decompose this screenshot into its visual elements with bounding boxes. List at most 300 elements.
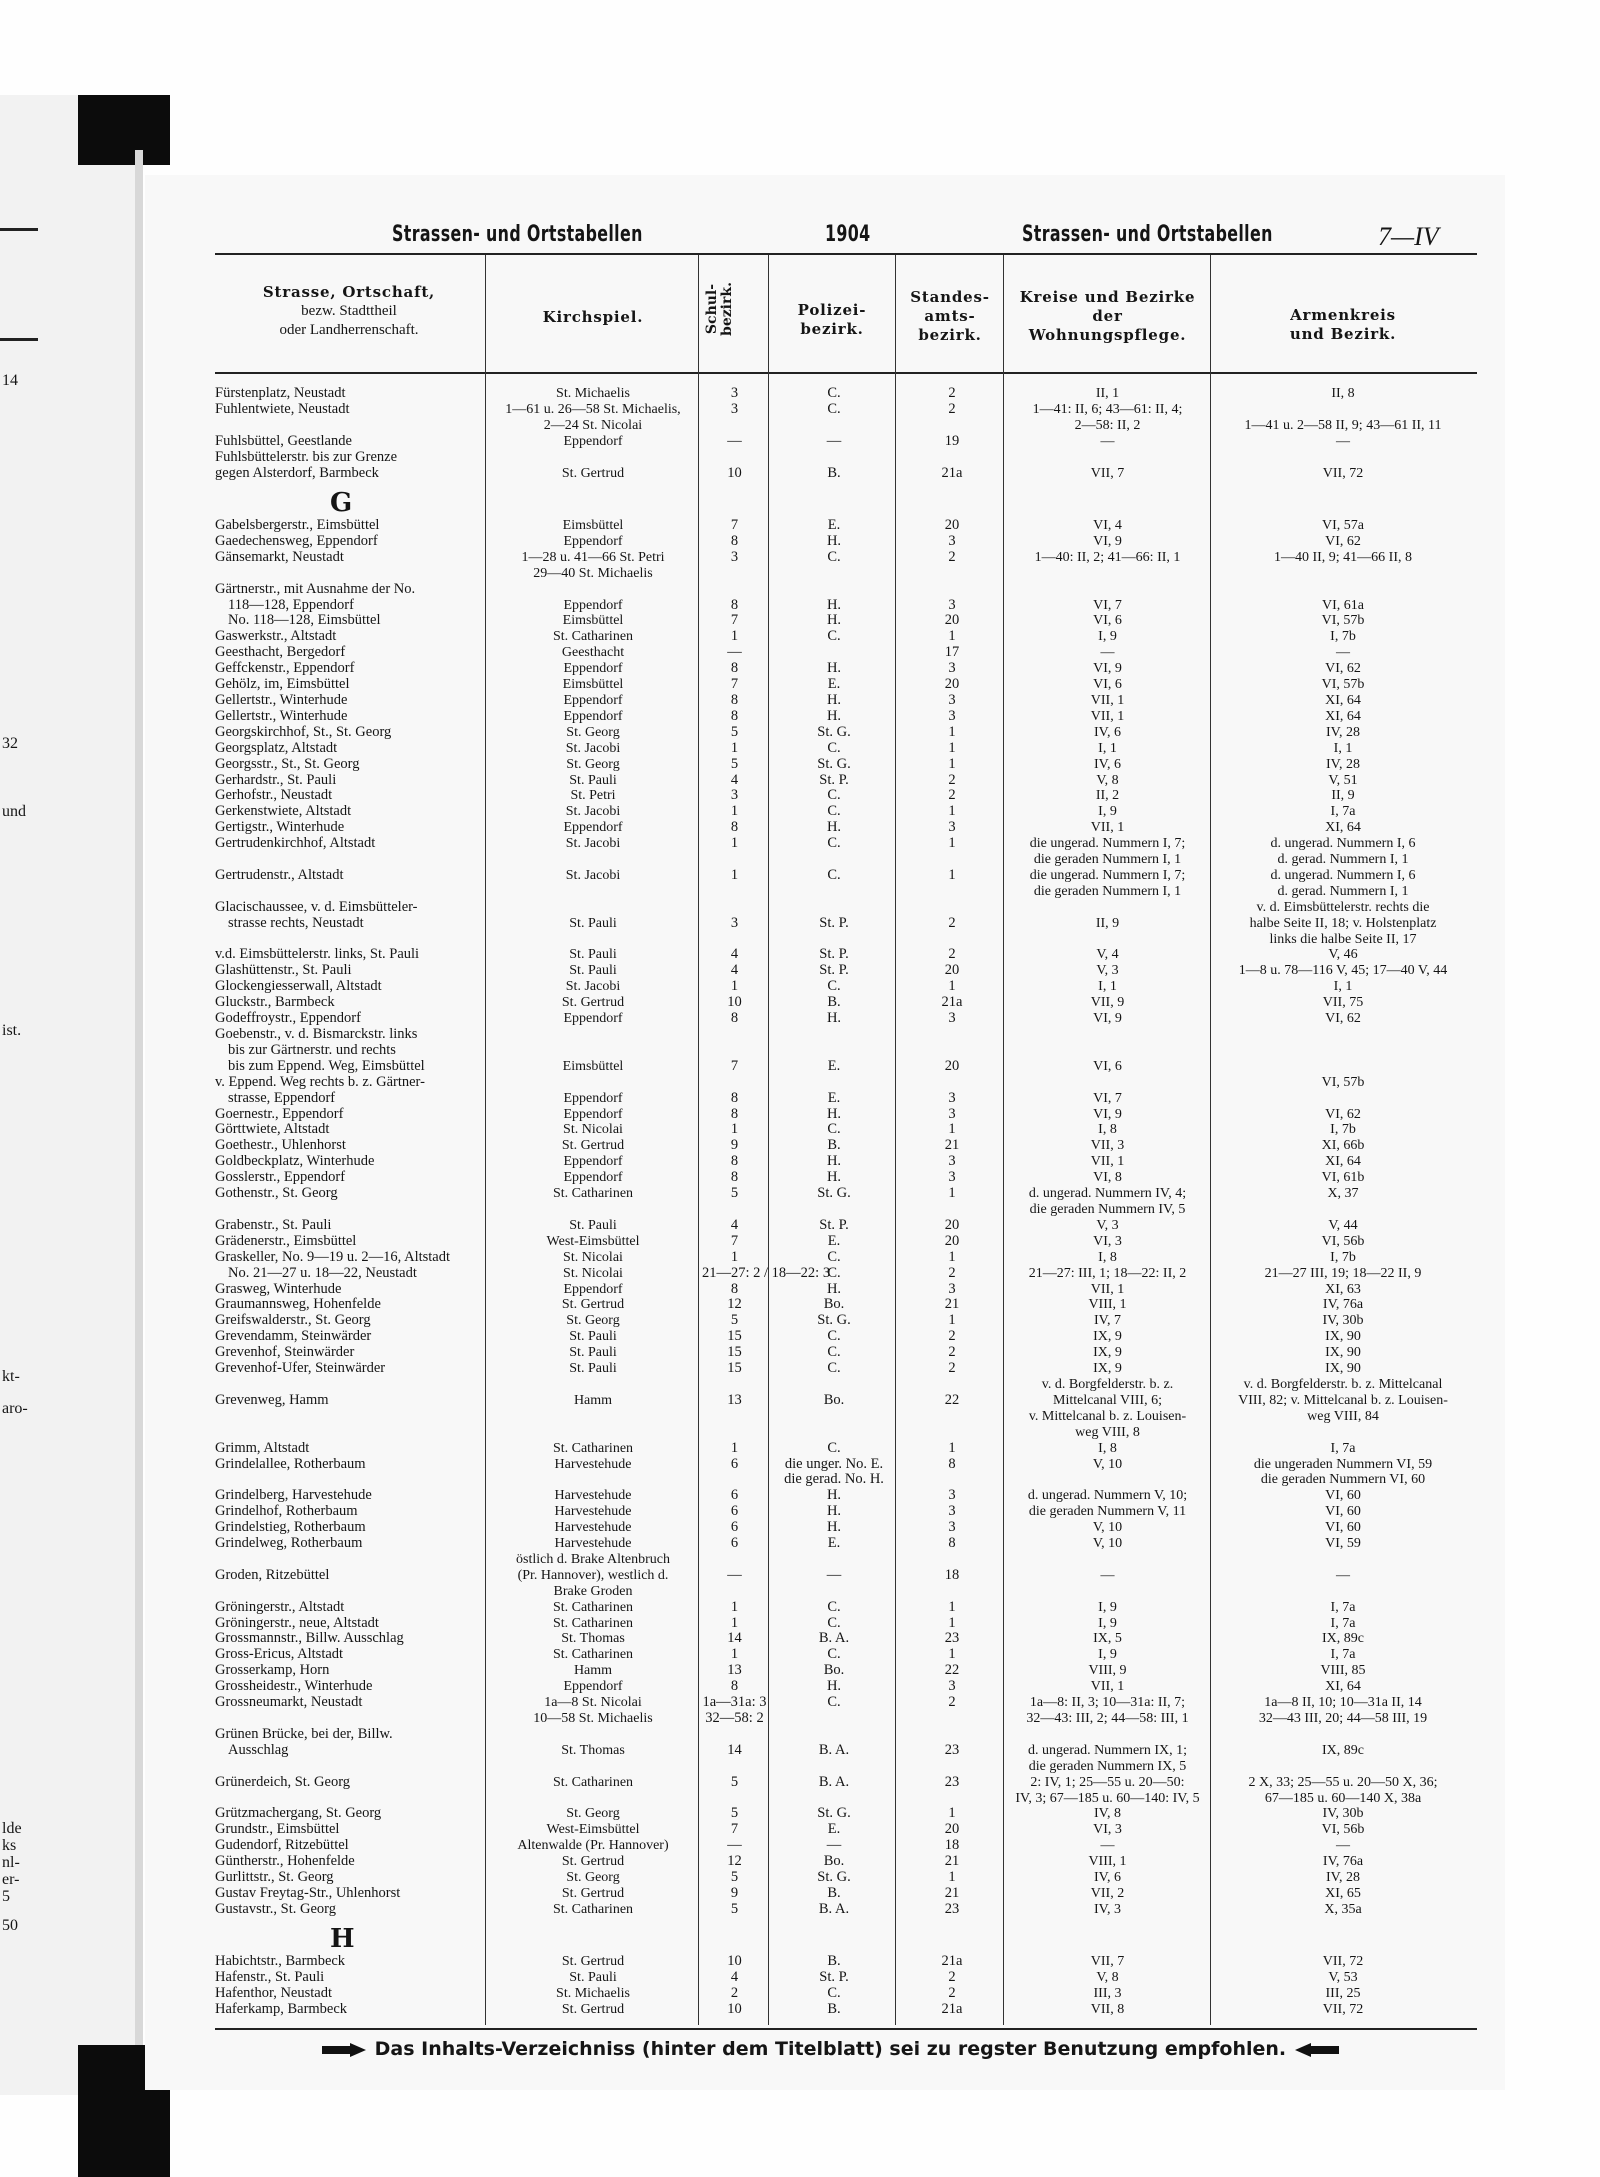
kirchspiel-cell: Eppendorf xyxy=(563,1106,623,1122)
kirchspiel-cell: St. Pauli xyxy=(569,1329,617,1345)
schulbezirk-cell: 14 xyxy=(727,1741,742,1758)
schulbezirk-cell: 13 xyxy=(727,1662,742,1679)
polizeibezirk-cell: H. xyxy=(826,691,842,708)
schulbezirk-cell: 10 xyxy=(727,2001,742,2018)
armenkreis-cell: VI, 61a xyxy=(1322,597,1364,613)
column-header-strasse-title: Strasse, Ortschaft, xyxy=(262,283,436,301)
wohnungspflege-cell: VII, 1 xyxy=(1090,692,1125,708)
schulbezirk-cell: 7 xyxy=(730,612,739,629)
armenkreis-cell: d. ungerad. Nummern I, 6 xyxy=(1270,836,1416,852)
armenkreis-cell: die ungeraden Nummern VI, 59 xyxy=(1253,1456,1433,1472)
standesamt-cell: 21 xyxy=(944,1296,960,1313)
armenkreis-cell: VI, 62 xyxy=(1325,1106,1361,1122)
pointing-hand-icon xyxy=(1293,2042,1341,2058)
kirchspiel-cell: 1—28 u. 41—66 St. Petri xyxy=(521,549,665,565)
polizeibezirk-cell: St. P. xyxy=(819,1969,849,1986)
left-page-text: 50 xyxy=(2,1917,18,1934)
wohnungspflege-cell: die ungerad. Nummern I, 7; xyxy=(1029,867,1186,883)
schulbezirk-cell: 32—58: 2 xyxy=(705,1710,764,1726)
schulbezirk-cell: 3 xyxy=(730,548,739,565)
street-name: Grossheidestr., Winterhude xyxy=(215,1679,373,1695)
kirchspiel-cell: St. Petri xyxy=(570,788,616,804)
standesamt-cell: 2 xyxy=(948,548,956,565)
kirchspiel-cell: Eppendorf xyxy=(563,661,623,677)
street-name: Godeffroystr., Eppendorf xyxy=(215,1011,361,1027)
kirchspiel-cell: Eppendorf xyxy=(563,433,623,449)
column-header-kreise-line2: der xyxy=(1092,307,1123,325)
standesamt-cell: 3 xyxy=(948,707,956,724)
kirchspiel-cell: Eppendorf xyxy=(563,597,623,613)
kirchspiel-cell: St. Catharinen xyxy=(552,1774,634,1790)
wohnungspflege-cell: IV, 3 xyxy=(1094,1901,1121,1917)
standesamt-cell: 22 xyxy=(944,1391,960,1408)
schulbezirk-cell: 1 xyxy=(730,1439,739,1456)
standesamt-cell: 21 xyxy=(944,1137,960,1154)
schulbezirk-cell: 3 xyxy=(730,400,739,417)
polizeibezirk-cell: B. A. xyxy=(818,1900,850,1917)
wohnungspflege-cell: I, 8 xyxy=(1098,1249,1117,1265)
running-head-left: Strassen- und Ortstabellen xyxy=(392,222,643,247)
schulbezirk-cell: 1a—31a: 3 xyxy=(702,1694,767,1711)
wohnungspflege-cell: II, 9 xyxy=(1095,915,1120,931)
wohnungspflege-cell: I, 1 xyxy=(1098,740,1117,756)
street-name: Gertrudenkirchhof, Altstadt xyxy=(215,836,376,852)
street-name: Gabelsbergerstr., Eimsbüttel xyxy=(215,518,380,534)
wohnungspflege-cell: I, 9 xyxy=(1098,804,1117,820)
armenkreis-cell: VI, 60 xyxy=(1325,1504,1361,1520)
schulbezirk-cell: 1 xyxy=(730,1121,739,1138)
armenkreis-cell: V, 51 xyxy=(1328,772,1358,788)
street-name: Grevenhof-Ufer, Steinwärder xyxy=(215,1361,386,1377)
kirchspiel-cell: Eppendorf xyxy=(563,1011,623,1027)
kirchspiel-cell: St. Catharinen xyxy=(552,1599,634,1615)
standesamt-cell: 2 xyxy=(948,1344,956,1361)
armenkreis-cell: XI, 64 xyxy=(1325,1154,1361,1170)
schulbezirk-cell: — xyxy=(727,644,742,661)
column-header-kreise xyxy=(1005,288,1210,345)
polizeibezirk-cell: C. xyxy=(827,1646,841,1663)
armenkreis-cell: V, 53 xyxy=(1328,1970,1358,1986)
armenkreis-cell: V, 46 xyxy=(1328,947,1358,963)
kirchspiel-cell: St. Catharinen xyxy=(552,1647,634,1663)
wohnungspflege-cell: weg VIII, 8 xyxy=(1075,1424,1140,1440)
schulbezirk-cell: — xyxy=(727,1837,742,1854)
street-name: Gärtnerstr., mit Ausnahme der No. xyxy=(215,581,416,597)
standesamt-cell: 3 xyxy=(948,1678,956,1695)
column-header-standesamt xyxy=(897,288,1003,345)
wohnungspflege-cell: 2—58: II, 2 xyxy=(1074,417,1141,433)
schulbezirk-cell: 3 xyxy=(730,385,739,401)
standesamt-cell: 22 xyxy=(944,1662,960,1679)
polizeibezirk-cell: C. xyxy=(827,400,841,417)
wohnungspflege-cell: v. Mittelcanal b. z. Louisen- xyxy=(1028,1408,1187,1424)
polizeibezirk-cell: H. xyxy=(826,1487,842,1504)
street-name: Grabenstr., St. Pauli xyxy=(215,1217,332,1233)
armenkreis-cell: VI, 62 xyxy=(1325,661,1361,677)
kirchspiel-cell: St. Jacobi xyxy=(565,804,621,820)
polizeibezirk-cell: H. xyxy=(826,1169,842,1186)
street-name: Grossneumarkt, Neustadt xyxy=(215,1695,363,1711)
kirchspiel-cell: Eppendorf xyxy=(563,1154,623,1170)
standesamt-cell: 2 xyxy=(948,946,956,963)
polizeibezirk-cell: H. xyxy=(826,1010,842,1027)
polizeibezirk-cell: B. A. xyxy=(818,1741,850,1758)
standesamt-cell: 20 xyxy=(944,612,960,629)
wohnungspflege-cell: II, 2 xyxy=(1095,788,1120,804)
street-name: Groden, Ritzebüttel xyxy=(215,1567,330,1583)
wohnungspflege-cell: I, 9 xyxy=(1098,1647,1117,1663)
street-name: Gerkenstwiete, Altstadt xyxy=(215,804,352,820)
wohnungspflege-cell: VI, 9 xyxy=(1093,1106,1122,1122)
street-name: Georgsstr., St., St. Georg xyxy=(215,756,360,772)
street-name: Fuhlsbüttelerstr. bis zur Grenze xyxy=(215,449,398,465)
kirchspiel-cell: St. Gertrud xyxy=(561,995,625,1011)
schulbezirk-cell: 4 xyxy=(730,1969,739,1986)
binder-clip-top xyxy=(78,95,170,165)
polizeibezirk-cell: C. xyxy=(827,1264,841,1281)
kirchspiel-cell: Harvestehude xyxy=(554,1536,632,1552)
armenkreis-cell: 1—8 u. 78—116 V, 45; 17—40 V, 44 xyxy=(1238,963,1448,979)
standesamt-cell: 2 xyxy=(948,400,956,417)
standesamt-cell: 8 xyxy=(948,1455,956,1472)
column-header-polizei-line1: Polizei- xyxy=(797,301,867,319)
armenkreis-cell: XI, 64 xyxy=(1325,692,1361,708)
street-name: No. 118—128, Eimsbüttel xyxy=(228,613,381,629)
polizeibezirk-cell: Bo. xyxy=(823,1391,845,1408)
standesamt-cell: 2 xyxy=(948,1969,956,1986)
wohnungspflege-cell: VI, 8 xyxy=(1093,1170,1122,1186)
column-header-armenkreis xyxy=(1212,306,1474,344)
schulbezirk-cell: 8 xyxy=(730,1678,739,1695)
wohnungspflege-cell: I, 9 xyxy=(1098,1615,1117,1631)
column-divider xyxy=(768,255,769,2025)
street-name: Georgsplatz, Altstadt xyxy=(215,740,338,756)
street-name: Grindelberg, Harvestehude xyxy=(215,1488,372,1504)
wohnungspflege-cell: VII, 1 xyxy=(1090,1154,1125,1170)
schulbezirk-cell: 21—27: 2 / 18—22: 3 xyxy=(702,1264,831,1281)
left-page-text: ks xyxy=(2,1837,17,1854)
street-name: Hafenthor, Neustadt xyxy=(215,1986,332,2002)
kirchspiel-cell: St. Gertrud xyxy=(561,1954,625,1970)
polizeibezirk-cell: B. xyxy=(827,1137,841,1154)
schulbezirk-cell: 6 xyxy=(730,1503,739,1520)
kirchspiel-cell: Harvestehude xyxy=(554,1488,632,1504)
wohnungspflege-cell: IV, 6 xyxy=(1094,756,1121,772)
street-name: Gehölz, im, Eimsbüttel xyxy=(215,677,350,693)
armenkreis-cell: I, 7a xyxy=(1330,1440,1356,1456)
armenkreis-cell: — xyxy=(1336,1838,1350,1854)
armenkreis-cell: XI, 65 xyxy=(1325,1885,1361,1901)
armenkreis-cell: VI, 61b xyxy=(1321,1170,1365,1186)
kirchspiel-cell: Eimsbüttel xyxy=(562,613,624,629)
street-name: Grünen Brücke, bei der, Billw. xyxy=(215,1726,393,1742)
kirchspiel-cell: St. Jacobi xyxy=(565,740,621,756)
schulbezirk-cell: 1 xyxy=(730,1646,739,1663)
standesamt-cell: 2 xyxy=(948,1264,956,1281)
street-name: Gustav Freytag-Str., Uhlenhorst xyxy=(215,1885,401,1901)
schulbezirk-cell: 5 xyxy=(730,723,739,740)
schulbezirk-cell: 13 xyxy=(727,1391,742,1408)
wohnungspflege-cell: VIII, 1 xyxy=(1088,1297,1127,1313)
wohnungspflege-cell: v. d. Borgfelderstr. b. z. xyxy=(1041,1376,1174,1392)
kirchspiel-cell: St. Thomas xyxy=(561,1742,625,1758)
armenkreis-cell: I, 7b xyxy=(1330,629,1356,645)
armenkreis-cell: v. d. Borgfelderstr. b. z. Mittelcanal xyxy=(1243,1376,1443,1392)
wohnungspflege-cell: VII, 1 xyxy=(1090,1679,1125,1695)
wohnungspflege-cell: 1a—8: II, 3; 10—31a: II, 7; xyxy=(1029,1695,1186,1711)
street-name: Güntherstr., Hohenfelde xyxy=(215,1854,355,1870)
kirchspiel-cell: St. Michaelis xyxy=(556,386,630,401)
standesamt-cell: 1 xyxy=(948,835,956,852)
schulbezirk-cell: 1 xyxy=(730,1248,739,1265)
polizeibezirk-cell: St. P. xyxy=(819,771,849,788)
street-name: Grindelstieg, Rotherbaum xyxy=(215,1520,366,1536)
wohnungspflege-cell: 1—40: II, 2; 41—66: II, 1 xyxy=(1034,549,1181,565)
wohnungspflege-cell: VII, 1 xyxy=(1090,1281,1125,1297)
armenkreis-cell: V, 44 xyxy=(1328,1217,1358,1233)
standesamt-cell: 1 xyxy=(948,1439,956,1456)
schulbezirk-cell: 7 xyxy=(730,1057,739,1074)
armenkreis-cell: I, 7a xyxy=(1330,804,1356,820)
armenkreis-cell: I, 7b xyxy=(1330,1249,1356,1265)
schulbezirk-cell: — xyxy=(727,432,742,449)
schulbezirk-cell: 5 xyxy=(730,755,739,772)
schulbezirk-cell: 1 xyxy=(730,1598,739,1615)
wohnungspflege-cell: die geraden Nummern IV, 5 xyxy=(1029,1202,1186,1217)
kirchspiel-cell: St. Gertrud xyxy=(561,1297,625,1313)
standesamt-cell: 3 xyxy=(948,1089,956,1106)
armenkreis-cell: I, 7a xyxy=(1330,1615,1356,1631)
polizeibezirk-cell: E. xyxy=(827,517,841,534)
kirchspiel-cell: St. Nicolai xyxy=(563,1265,623,1281)
street-name: Fuhlentwiete, Neustadt xyxy=(215,401,350,417)
armenkreis-cell: die geraden Nummern VI, 60 xyxy=(1260,1472,1426,1488)
polizeibezirk-cell: H. xyxy=(826,707,842,724)
wohnungspflege-cell: V, 10 xyxy=(1092,1520,1123,1536)
column-header-standesamt-line1: Standes- xyxy=(910,288,990,306)
kirchspiel-cell: 10—58 St. Michaelis xyxy=(533,1711,653,1726)
wohnungspflege-cell: IX, 9 xyxy=(1093,1329,1122,1345)
kirchspiel-cell: Eimsbüttel xyxy=(562,1058,624,1074)
kirchspiel-cell: St. Pauli xyxy=(569,947,617,963)
standesamt-cell: 3 xyxy=(948,1503,956,1520)
header-rule-bottom xyxy=(215,372,1477,374)
armenkreis-cell: 32—43 III, 20; 44—58 III, 19 xyxy=(1258,1711,1428,1726)
kirchspiel-cell: St. Michaelis xyxy=(556,1986,630,2002)
armenkreis-cell: — xyxy=(1336,645,1350,661)
wohnungspflege-cell: VIII, 9 xyxy=(1088,1663,1127,1679)
schulbezirk-cell: 10 xyxy=(727,1953,742,1970)
wohnungspflege-cell: IV, 6 xyxy=(1094,1870,1121,1886)
street-name: v. Eppend. Weg rechts b. z. Gärtner- xyxy=(215,1074,425,1090)
kirchspiel-cell: 29—40 St. Michaelis xyxy=(533,565,653,581)
street-name: Grundstr., Eimsbüttel xyxy=(215,1822,340,1838)
polizeibezirk-cell: C. xyxy=(827,1344,841,1361)
column-header-strasse xyxy=(215,283,483,340)
street-name: Georgskirchhof, St., St. Georg xyxy=(215,724,392,740)
schulbezirk-cell: 6 xyxy=(730,1535,739,1552)
schulbezirk-cell: 7 xyxy=(730,517,739,534)
standesamt-cell: 3 xyxy=(948,819,956,836)
kirchspiel-cell: St. Jacobi xyxy=(565,836,621,852)
schulbezirk-cell: 5 xyxy=(730,1185,739,1202)
kirchspiel-cell: St. Catharinen xyxy=(552,1440,634,1456)
armenkreis-cell: I, 7b xyxy=(1330,1122,1356,1138)
wohnungspflege-cell: die geraden Nummern IX, 5 xyxy=(1028,1758,1187,1774)
standesamt-cell: 20 xyxy=(944,676,960,693)
section-letter: G xyxy=(330,487,353,518)
street-name: Gothenstr., St. Georg xyxy=(215,1186,338,1202)
polizeibezirk-cell: B. A. xyxy=(818,1773,850,1790)
column-header-kirchspiel xyxy=(488,308,698,327)
kirchspiel-cell: St. Pauli xyxy=(569,1361,617,1377)
armenkreis-cell: VI, 57a xyxy=(1322,518,1364,534)
schulbezirk-cell: 4 xyxy=(730,1216,739,1233)
schulbezirk-cell: 8 xyxy=(730,1280,739,1297)
street-name: Gurlittstr., St. Georg xyxy=(215,1870,334,1886)
armenkreis-cell: II, 9 xyxy=(1331,788,1355,804)
street-name: Gluckstr., Barmbeck xyxy=(215,995,335,1011)
armenkreis-cell: IX, 90 xyxy=(1325,1361,1361,1377)
armenkreis-cell: IX, 90 xyxy=(1325,1345,1361,1361)
standesamt-cell: 1 xyxy=(948,1869,956,1886)
polizeibezirk-cell: C. xyxy=(827,787,841,804)
wohnungspflege-cell: — xyxy=(1100,645,1115,661)
schulbezirk-cell: 1 xyxy=(730,866,739,883)
armenkreis-cell: IV, 28 xyxy=(1326,724,1360,740)
street-name: Grevenhof, Steinwärder xyxy=(215,1345,355,1361)
armenkreis-cell: 1a—8 II, 10; 10—31a II, 14 xyxy=(1264,1695,1422,1711)
kirchspiel-cell: Eppendorf xyxy=(563,1170,623,1186)
armenkreis-cell: VII, 72 xyxy=(1322,1954,1364,1970)
polizeibezirk-cell: E. xyxy=(827,1821,841,1838)
polizeibezirk-cell: B. xyxy=(827,994,841,1011)
standesamt-cell: 2 xyxy=(948,771,956,788)
polizeibezirk-cell: St. G. xyxy=(817,723,851,740)
street-name: Glacischaussee, v. d. Eimsbütteler- xyxy=(215,899,418,915)
street-name: Glashüttenstr., St. Pauli xyxy=(215,963,352,979)
street-name: Gaedechensweg, Eppendorf xyxy=(215,533,378,549)
schulbezirk-cell: 6 xyxy=(730,1487,739,1504)
column-header-schulbezirk-label: Schul-bezirk. xyxy=(704,282,735,336)
polizeibezirk-cell: C. xyxy=(827,548,841,565)
page-folio: 7—IV xyxy=(1378,222,1439,251)
street-name: 118—128, Eppendorf xyxy=(228,597,354,613)
street-name: Gross-Ericus, Altstadt xyxy=(215,1647,344,1663)
standesamt-cell: 1 xyxy=(948,1614,956,1631)
wohnungspflege-cell: IX, 9 xyxy=(1093,1361,1122,1377)
standesamt-cell: 21 xyxy=(944,1884,960,1901)
street-name: Haferkamp, Barmbeck xyxy=(215,2002,348,2018)
standesamt-cell: 21 xyxy=(944,1853,960,1870)
schulbezirk-cell: 8 xyxy=(730,1105,739,1122)
street-name: Grützmachergang, St. Georg xyxy=(215,1806,382,1822)
wohnungspflege-cell: VI, 9 xyxy=(1093,533,1122,549)
wohnungspflege-cell: VII, 8 xyxy=(1090,2002,1125,2018)
schulbezirk-cell: 15 xyxy=(727,1328,742,1345)
street-name: Grindelallee, Rotherbaum xyxy=(215,1456,366,1472)
standesamt-cell: 3 xyxy=(948,660,956,677)
standesamt-cell: 3 xyxy=(948,1519,956,1536)
polizeibezirk-cell: C. xyxy=(827,1248,841,1265)
kirchspiel-cell: St. Gertrud xyxy=(561,465,625,481)
schulbezirk-cell: 15 xyxy=(727,1360,742,1377)
wohnungspflege-cell: VII, 1 xyxy=(1090,708,1125,724)
polizeibezirk-cell: H. xyxy=(826,532,842,549)
kirchspiel-cell: St. Georg xyxy=(566,1870,620,1886)
standesamt-cell: 1 xyxy=(948,1185,956,1202)
armenkreis-cell: XI, 63 xyxy=(1325,1281,1361,1297)
kirchspiel-cell: St. Nicolai xyxy=(563,1122,623,1138)
kirchspiel-cell: St. Jacobi xyxy=(565,979,621,995)
standesamt-cell: 1 xyxy=(948,978,956,995)
street-name: No. 21—27 u. 18—22, Neustadt xyxy=(228,1265,417,1281)
wohnungspflege-cell: IX, 9 xyxy=(1093,1345,1122,1361)
polizeibezirk-cell: C. xyxy=(827,803,841,820)
wohnungspflege-cell: I, 9 xyxy=(1098,629,1117,645)
kirchspiel-cell: Altenwalde (Pr. Hannover) xyxy=(517,1838,669,1854)
polizeibezirk-cell: Bo. xyxy=(823,1296,845,1313)
polizeibezirk-cell: B. A. xyxy=(818,1630,850,1647)
armenkreis-cell: VI, 56b xyxy=(1321,1822,1365,1838)
standesamt-cell: 20 xyxy=(944,1216,960,1233)
street-name: Gaswerkstr., Altstadt xyxy=(215,629,337,645)
armenkreis-cell: — xyxy=(1336,1567,1350,1583)
polizeibezirk-cell: H. xyxy=(826,1280,842,1297)
standesamt-cell: 18 xyxy=(944,1837,960,1854)
armenkreis-cell: weg VIII, 84 xyxy=(1307,1408,1379,1424)
left-page-text: lde xyxy=(2,1820,22,1837)
wohnungspflege-cell: V, 3 xyxy=(1096,1217,1119,1233)
polizeibezirk-cell: die unger. No. E. xyxy=(784,1455,884,1472)
wohnungspflege-cell: I, 8 xyxy=(1098,1440,1117,1456)
polizeibezirk-cell: H. xyxy=(826,596,842,613)
street-name: Gellertstr., Winterhude xyxy=(215,692,348,708)
street-name: Gudendorf, Ritzebüttel xyxy=(215,1838,349,1854)
wohnungspflege-cell: — xyxy=(1100,1567,1115,1583)
standesamt-cell: 23 xyxy=(944,1773,960,1790)
wohnungspflege-cell: V, 10 xyxy=(1092,1456,1123,1472)
schulbezirk-cell: 10 xyxy=(727,464,742,481)
wohnungspflege-cell: IV, 3; 67—185 u. 60—140: IV, 5 xyxy=(1015,1790,1200,1806)
polizeibezirk-cell: E. xyxy=(827,1089,841,1106)
polizeibezirk-cell: St. P. xyxy=(819,1216,849,1233)
kirchspiel-cell: Geesthacht xyxy=(561,645,625,661)
armenkreis-cell: VI, 60 xyxy=(1325,1520,1361,1536)
street-name: Grossmannstr., Billw. Ausschlag xyxy=(215,1631,404,1647)
armenkreis-cell: d. gerad. Nummern I, 1 xyxy=(1277,883,1409,899)
left-page-rule xyxy=(0,338,38,341)
street-name: Hafenstr., St. Pauli xyxy=(215,1970,325,1986)
kirchspiel-cell: Eimsbüttel xyxy=(562,677,624,693)
wohnungspflege-cell: VII, 9 xyxy=(1090,995,1125,1011)
wohnungspflege-cell: die geraden Nummern V, 11 xyxy=(1028,1504,1187,1520)
street-name: Ausschlag xyxy=(228,1742,289,1758)
standesamt-cell: 3 xyxy=(948,691,956,708)
schulbezirk-cell: 5 xyxy=(730,1869,739,1886)
kirchspiel-cell: Eppendorf xyxy=(563,708,623,724)
left-page-text: ist. xyxy=(2,1022,22,1039)
street-name: Grevenweg, Hamm xyxy=(215,1392,329,1408)
polizeibezirk-cell: B. xyxy=(827,1884,841,1901)
wohnungspflege-cell: VI, 6 xyxy=(1093,677,1122,693)
armenkreis-cell: IV, 30b xyxy=(1322,1806,1364,1822)
street-name: Goebenstr., v. d. Bismarckstr. links xyxy=(215,1027,418,1043)
wohnungspflege-cell: d. ungerad. Nummern IX, 1; xyxy=(1027,1742,1188,1758)
kirchspiel-cell: St. Catharinen xyxy=(552,1901,634,1917)
armenkreis-cell: IV, 28 xyxy=(1326,756,1360,772)
standesamt-cell: 1 xyxy=(948,866,956,883)
